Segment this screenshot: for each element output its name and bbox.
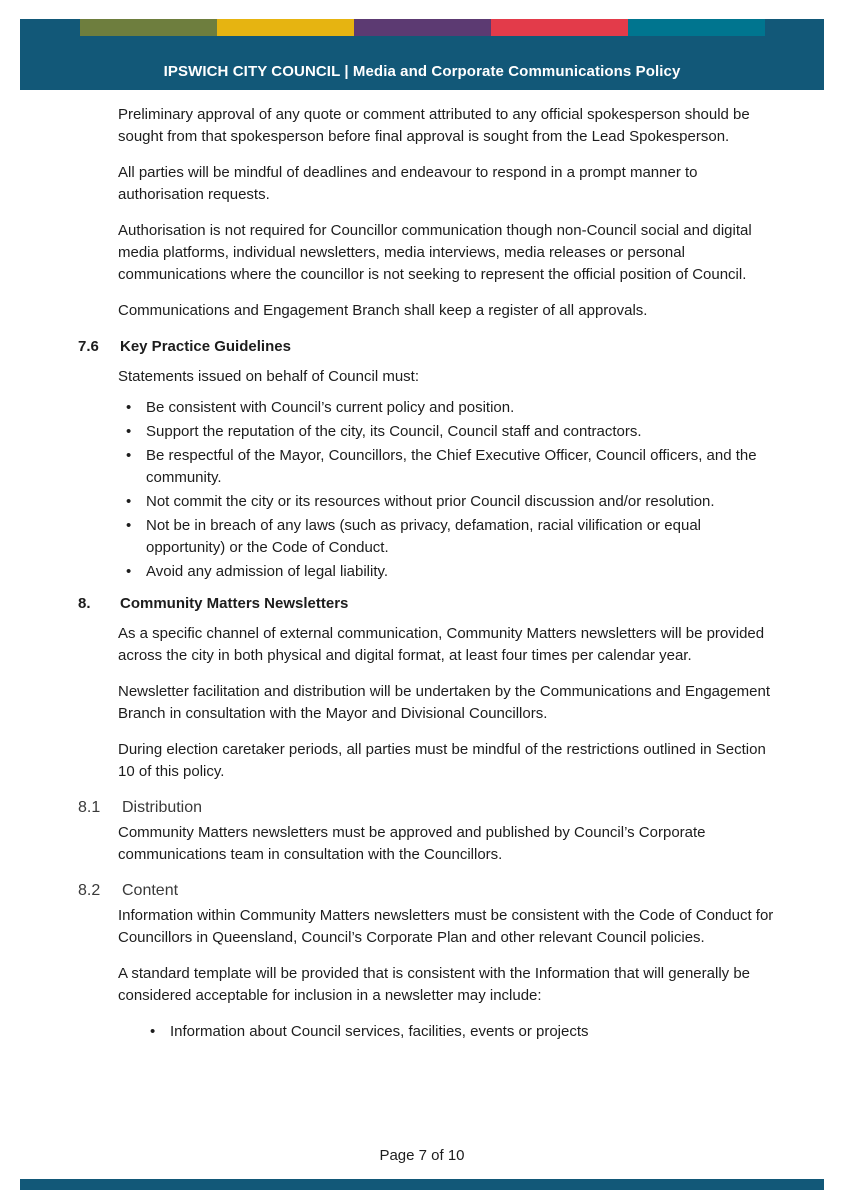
list-item: • Not commit the city or its resources without prior Council discussion and/or resolution. — [122, 491, 774, 513]
header-bar — [20, 19, 824, 90]
paragraph-distribution: Community Matters newsletters must be approved and published by Council’s Corporate communications team in consultation with the Councillors. — [118, 824, 706, 863]
section-heading-8 — [78, 593, 774, 615]
subsection-heading-8-2 — [78, 880, 774, 902]
page-number: Page 7 of 10 — [379, 1147, 465, 1164]
footer-bar — [20, 1179, 824, 1190]
subsection-number: 8.2 — [78, 882, 101, 899]
paragraph-statements: Statements issued on behalf of Council must: — [118, 368, 419, 385]
brand-stripe — [80, 19, 765, 36]
header-title: IPSWICH CITY COUNCIL | Media and Corporate Communications Policy — [163, 62, 681, 80]
paragraph-content-rules: Information within Community Matters newsletters must be consistent with the Code of Conduct for Councillors in Queensland, Council’s Corporate Plan and other relevant Council policies. — [118, 907, 774, 946]
section-heading-7-6 — [78, 336, 774, 358]
list-item: • Be consistent with Council’s current policy and position. — [122, 397, 774, 419]
paragraph-specific-channel: As a specific channel of external communication, Community Matters newsletters will be provided across the city in both physical and digital format, at least four times per calendar year. — [118, 625, 765, 664]
stripe-segment-teal — [628, 19, 765, 36]
section-title: Community Matters Newsletters — [120, 595, 349, 612]
list-item: • Information about Council services, facilities, events or projects — [146, 1021, 774, 1043]
stripe-segment-green — [80, 19, 217, 36]
section-title: Key Practice Guidelines — [120, 338, 291, 355]
stripe-segment-purple — [354, 19, 491, 36]
bullet-list-newsletter-content — [118, 1021, 774, 1043]
paragraph-preliminary-approval: Preliminary approval of any quote or comment attributed to any official spokesperson should be sought from that spokesperson before final approval is sought from the Lead Spokesperson. — [118, 106, 750, 145]
subsection-title: Content — [122, 882, 179, 899]
paragraph-caretaker: During election caretaker periods, all parties must be mindful of the restrictions outlined in Section 10 of this policy. — [118, 741, 766, 780]
section-number: 7.6 — [78, 338, 99, 355]
document-content — [78, 104, 774, 1045]
stripe-segment-red — [491, 19, 628, 36]
subsection-title: Distribution — [122, 799, 203, 816]
stripe-segment-gold — [217, 19, 354, 36]
list-item: • Not be in breach of any laws (such as privacy, defamation, racial vilification or equal opportunity) or the Code of Conduct. — [122, 515, 774, 559]
paragraph-register: Communications and Engagement Branch shall keep a register of all approvals. — [118, 302, 648, 319]
subsection-number: 8.1 — [78, 799, 101, 816]
paragraph-deadlines: All parties will be mindful of deadlines and endeavour to respond in a prompt manner to authorisation requests. — [118, 164, 698, 203]
paragraph-template: A standard template will be provided that is consistent with the Information that will generally be considered acceptable for inclusion in a newsletter may include: — [118, 965, 751, 1004]
list-item: • Avoid any admission of legal liability. — [122, 561, 774, 583]
bullet-list-key-practice — [118, 397, 774, 583]
list-item: • Support the reputation of the city, its Council, Council staff and contractors. — [122, 421, 774, 443]
paragraph-authorisation: Authorisation is not required for Councillor communication though non-Council social and digital media platforms, individual newsletters, media interviews, media releases or personal communications where the councillor is not seeking to represent the official position of Council. — [118, 222, 752, 283]
list-item: • Be respectful of the Mayor, Councillors, the Chief Executive Officer, Council officers, and the community. — [122, 445, 774, 489]
subsection-heading-8-1 — [78, 797, 774, 819]
paragraph-facilitation: Newsletter facilitation and distribution will be undertaken by the Communications and Engagement Branch in consultation with the Mayor and Divisional Councillors. — [118, 683, 771, 722]
section-number: 8. — [78, 595, 91, 612]
